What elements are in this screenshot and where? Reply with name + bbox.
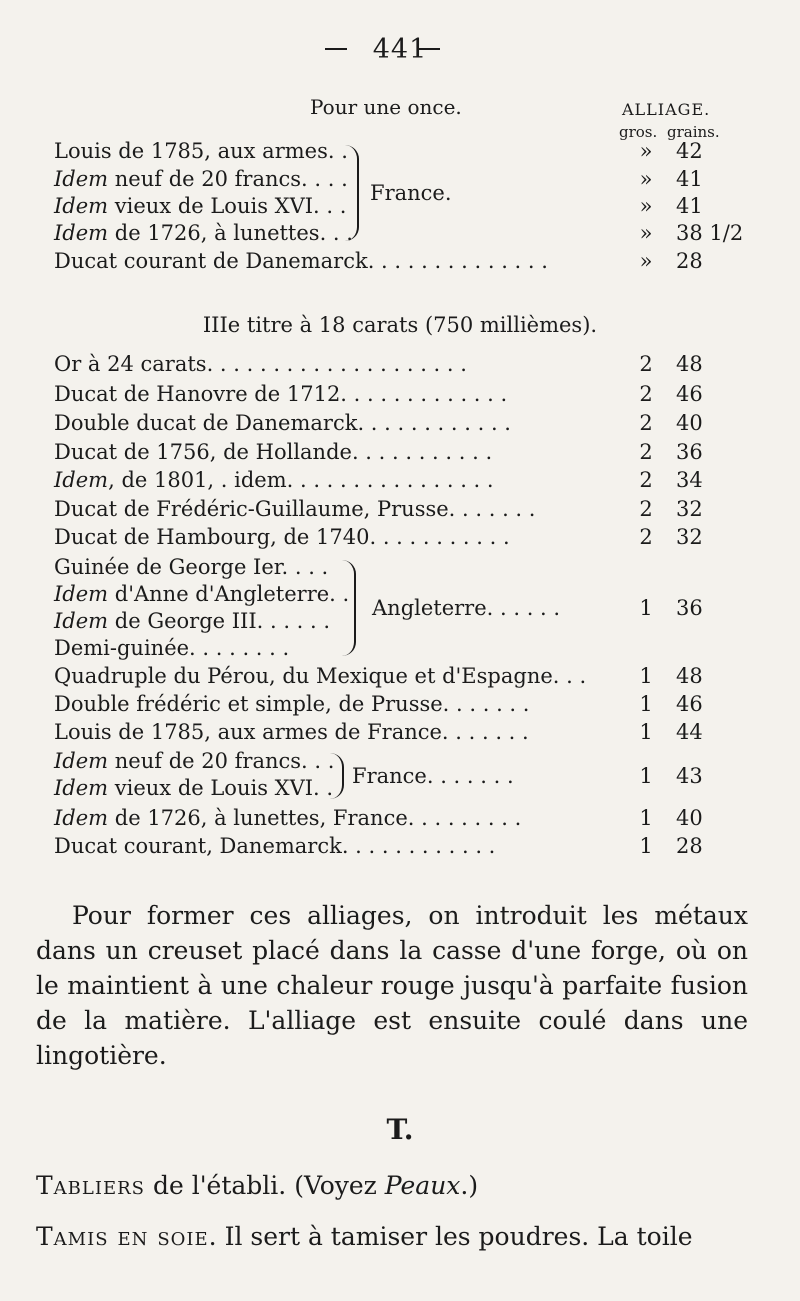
row-grains: 34 xyxy=(676,468,703,492)
row-label-italic: Idem xyxy=(54,221,109,245)
row-label-italic: Idem xyxy=(54,749,109,773)
row-label: Ducat de Frédéric-Guillaume, Prusse. . . . . . . xyxy=(54,497,536,521)
group-label-angleterre: Angleterre. . . . . . xyxy=(372,596,561,620)
table-row xyxy=(54,219,744,247)
row-gros: 2 xyxy=(639,352,653,376)
table-row xyxy=(54,832,724,860)
table-row xyxy=(54,350,724,378)
dictionary-entry xyxy=(36,1170,478,1202)
row-grains: 46 xyxy=(676,382,703,406)
row-label: Ducat de Hambourg, de 1740. . . . . . . . . . . xyxy=(54,525,510,549)
row-label: Guinée de George Ier. . . . xyxy=(54,555,329,579)
entry-headword: Tamis en soie xyxy=(36,1222,209,1251)
row-grains: 42 xyxy=(676,139,703,163)
table-row xyxy=(54,634,724,662)
dictionary-entry xyxy=(36,1221,693,1253)
row-gros: » xyxy=(639,194,653,218)
row-label: , de 1801, . idem. . . . . . . . . . . . . . . . xyxy=(108,468,494,492)
row-gros: 2 xyxy=(639,497,653,521)
row-label: vieux de Louis XVI. . . xyxy=(108,194,347,218)
table-row xyxy=(54,438,724,466)
table-row xyxy=(54,662,724,690)
header-per-ounce: Pour une once. xyxy=(310,95,462,119)
entry-headword: Tabliers xyxy=(36,1171,145,1200)
row-gros: 2 xyxy=(639,382,653,406)
row-grains: 36 xyxy=(676,440,703,464)
body-paragraph xyxy=(36,898,748,1073)
section-title: IIIe titre à 18 carats (750 millièmes). xyxy=(202,313,598,337)
header-grains: grains. xyxy=(667,123,720,141)
table-row xyxy=(54,466,724,494)
row-grains: 36 xyxy=(676,596,703,620)
row-gros: 1 xyxy=(639,834,653,858)
row-grains: 48 xyxy=(676,352,703,376)
row-label: Demi-guinée. . . . . . . . xyxy=(54,636,290,660)
row-label: de 1726, à lunettes, France. . . . . . . . . xyxy=(108,806,522,830)
row-gros: 2 xyxy=(639,411,653,435)
table-row xyxy=(54,690,724,718)
row-grains: 40 xyxy=(676,806,703,830)
entry-text: . Il sert à tamiser les poudres. La toile xyxy=(208,1222,693,1251)
row-label: Louis de 1785, aux armes de France. . . . . . . xyxy=(54,720,529,744)
row-label: vieux de Louis XVI. . xyxy=(108,776,334,800)
table-row xyxy=(54,247,724,275)
row-label: Louis de 1785, aux armes. . xyxy=(54,139,348,163)
row-gros: 1 xyxy=(639,692,653,716)
table-row xyxy=(54,804,724,832)
row-label: d'Anne d'Angleterre. . xyxy=(108,582,350,606)
row-grains: 28 xyxy=(676,249,703,273)
table-row xyxy=(54,718,724,746)
row-label: de George III. . . . . . xyxy=(108,609,331,633)
header-alliage: ALLIAGE. xyxy=(622,100,711,119)
table-row xyxy=(54,553,724,581)
row-label: Ducat de Hanovre de 1712. . . . . . . . . . . . . xyxy=(54,382,508,406)
table-row xyxy=(54,523,724,551)
row-grains: 41 xyxy=(676,167,703,191)
row-label: Ducat de 1756, de Hollande. . . . . . . . . . . xyxy=(54,440,493,464)
page-number: 441 xyxy=(372,34,428,65)
row-label: de 1726, à lunettes. . . xyxy=(108,221,353,245)
row-label-italic: Idem xyxy=(54,806,109,830)
row-grains: 41 xyxy=(676,194,703,218)
row-label: neuf de 20 francs. . . . xyxy=(108,167,348,191)
row-gros: » xyxy=(639,221,653,245)
row-gros: 2 xyxy=(639,468,653,492)
row-label-italic: Idem xyxy=(54,468,109,492)
row-grains: 44 xyxy=(676,720,703,744)
row-label: Quadruple du Pérou, du Mexique et d'Espagne. . . xyxy=(54,664,587,688)
row-label: neuf de 20 francs. . . xyxy=(108,749,335,773)
row-grains: 32 xyxy=(676,525,703,549)
row-gros: 1 xyxy=(639,806,653,830)
row-grains: 38 1/2 xyxy=(676,221,744,245)
row-grains: 40 xyxy=(676,411,703,435)
row-label-italic: Idem xyxy=(54,609,109,633)
row-gros: 1 xyxy=(639,664,653,688)
group-brace xyxy=(345,145,359,241)
row-gros: » xyxy=(639,249,653,273)
row-label: Double ducat de Danemarck. . . . . . . . . . . . xyxy=(54,411,511,435)
row-gros: 1 xyxy=(639,720,653,744)
group-values xyxy=(54,594,724,622)
row-label: Double frédéric et simple, de Prusse. . . . . . . xyxy=(54,692,530,716)
row-grains: 46 xyxy=(676,692,703,716)
row-gros: 2 xyxy=(639,525,653,549)
row-label: Ducat courant, Danemarck. . . . . . . . . . . . xyxy=(54,834,496,858)
table-row xyxy=(54,409,724,437)
group-label-france: France. . . . . . . xyxy=(352,764,514,788)
row-grains: 32 xyxy=(676,497,703,521)
group-values xyxy=(54,762,724,790)
row-label-italic: Idem xyxy=(54,194,109,218)
row-gros: 2 xyxy=(639,440,653,464)
table-row xyxy=(54,137,724,165)
page-number-dash-right xyxy=(418,48,440,50)
row-grains: 28 xyxy=(676,834,703,858)
row-gros: » xyxy=(639,139,653,163)
row-label: Ducat courant de Danemarck. . . . . . . . . . . . . . xyxy=(54,249,548,273)
entry-tail: .) xyxy=(460,1171,479,1200)
row-label-italic: Idem xyxy=(54,582,109,606)
header-gros: gros. xyxy=(619,123,658,141)
group-label-france: France. xyxy=(370,181,452,205)
paragraph-text: Pour former ces alliages, on introduit les métaux dans un creuset placé dans la casse d'une forge, où on le maintient à une chaleur rouge jusqu'à parfaite fusion de la matière. L'alliage est ensuite coulé dans une lingotière. xyxy=(36,901,748,1070)
entry-text: de l'établi. (Voyez xyxy=(145,1171,385,1200)
table-row xyxy=(54,380,724,408)
row-grains: 48 xyxy=(676,664,703,688)
section-letter: T. xyxy=(386,1113,414,1146)
row-label: Or à 24 carats. . . . . . . . . . . . . . . . . . . . xyxy=(54,352,467,376)
entry-reference: Peaux xyxy=(384,1171,461,1200)
row-grains: 43 xyxy=(676,764,703,788)
row-gros: » xyxy=(639,167,653,191)
row-gros: 1 xyxy=(639,596,653,620)
row-gros: 1 xyxy=(639,764,653,788)
row-label-italic: Idem xyxy=(54,167,109,191)
table-row xyxy=(54,495,724,523)
row-label-italic: Idem xyxy=(54,776,109,800)
